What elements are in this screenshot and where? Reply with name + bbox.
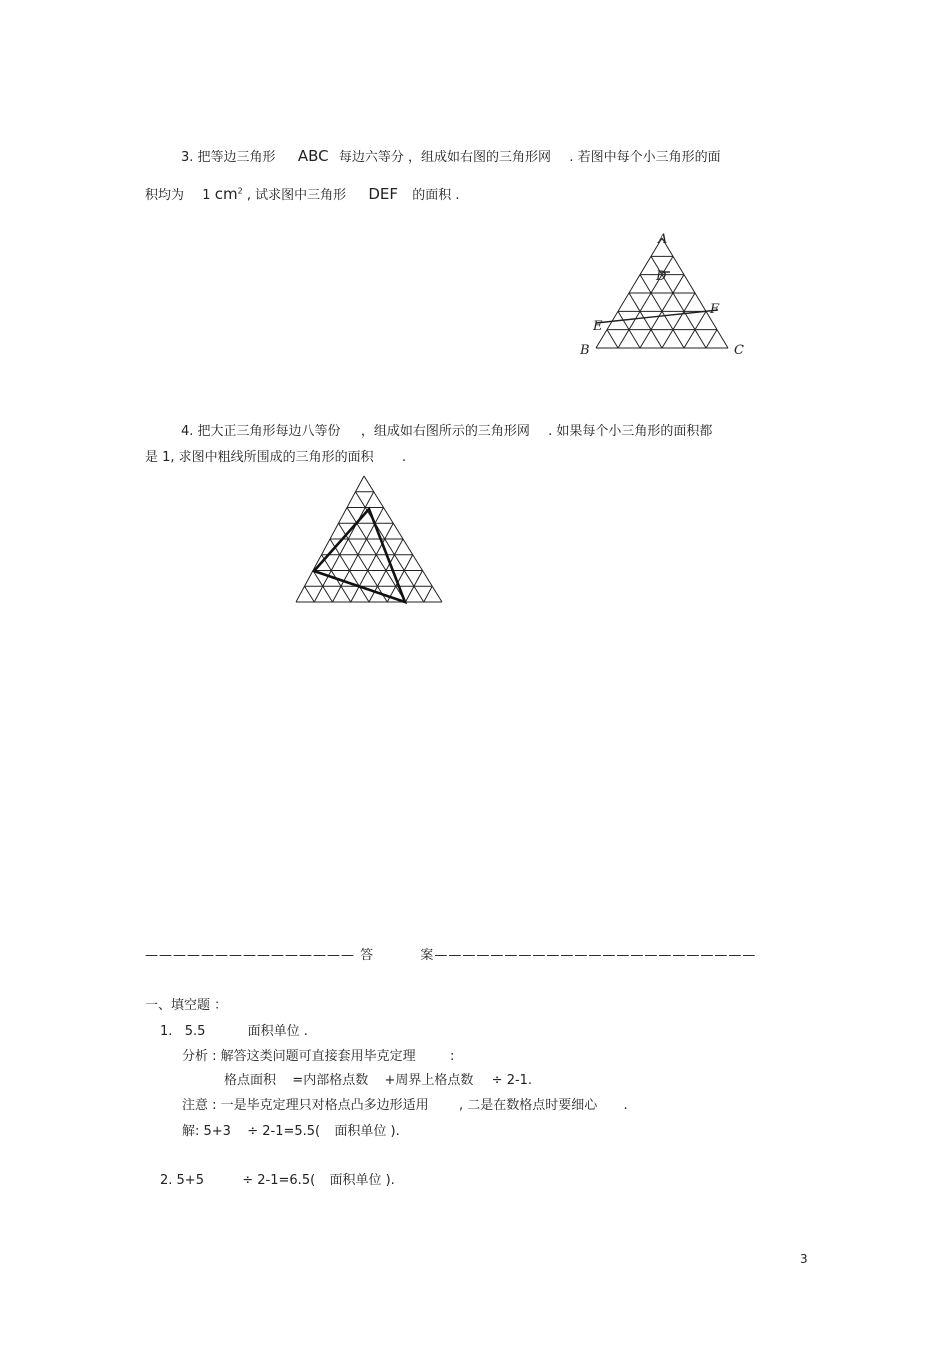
answer-unit: 面积单位 .: [247, 1024, 308, 1039]
problem4-text: ，组成如右图所示的三角形网: [360, 424, 530, 439]
formula-part: 格点面积: [224, 1073, 277, 1088]
grid-line: [706, 330, 717, 348]
vertex-label-d: D: [656, 269, 667, 284]
note-text: , 二是在数格点时要细心: [458, 1098, 598, 1113]
grid-line: [424, 586, 433, 602]
area-value: 1: [202, 188, 211, 203]
answer-1-note: [182, 1094, 628, 1113]
answer-number: 1.: [160, 1024, 173, 1039]
answer-1-formula: [224, 1069, 532, 1088]
answer-2-part: 2. 5+5: [160, 1173, 204, 1188]
area-unit: cm: [214, 185, 238, 203]
solution-part: ÷ 2-1=5.5(: [247, 1124, 321, 1139]
vertex-label-b: B: [580, 343, 590, 358]
grid-line: [305, 586, 315, 602]
triangle-abc-label: ABC: [297, 147, 329, 165]
analysis-text: 分析 : 解答这类问题可直接套用毕克定理: [182, 1049, 416, 1064]
grid-line: [356, 492, 424, 602]
formula-part: =内部格点数: [292, 1073, 369, 1088]
triangle-grid-figure-6: [578, 228, 758, 363]
vertex-label-a: A: [658, 232, 668, 247]
problem4-line2: [145, 446, 406, 465]
problem3-text: ，组成如右图的三角形网: [408, 150, 552, 165]
answer-divider: [145, 944, 756, 963]
solution-part: 面积单位 ).: [334, 1124, 400, 1139]
note-text: 注意 : 一是毕克定理只对格点凸多边形适用: [182, 1098, 429, 1113]
problem3-text: 每边六等分: [338, 150, 404, 165]
problem4-text: 4. 把大正三角形每边八等份: [181, 424, 341, 439]
grid-line: [314, 492, 374, 602]
problem3-line1: [181, 146, 721, 165]
problem4-line1: [181, 420, 712, 439]
divider-left: ——————————————— 答: [145, 948, 375, 963]
problem3-line2: [145, 184, 460, 203]
divider-right: 案———————————————————————: [420, 948, 757, 963]
answer-1-line: [160, 1020, 308, 1039]
formula-part: ÷ 2-1.: [491, 1073, 533, 1088]
problem3-text: 3. 把等边三角形: [181, 150, 276, 165]
grid-line: [607, 330, 618, 348]
problem4-text: 是 1, 求图中粗线所围成的三角形的面积: [145, 450, 374, 465]
answer-1-analysis: [182, 1045, 454, 1064]
vertex-label-e: E: [593, 319, 603, 334]
analysis-colon: :: [449, 1049, 455, 1064]
answer-2-line: [160, 1169, 395, 1188]
vertex-label-f: F: [710, 302, 720, 317]
problem3-text: 的面积 .: [412, 188, 460, 203]
triangle-grid-lines: [596, 238, 728, 348]
unit-exponent: 2: [237, 186, 243, 196]
problem3-text: , 试求图中三角形: [246, 188, 347, 203]
solution-part: 解: 5+3: [182, 1124, 231, 1139]
formula-part: +周界上格点数: [384, 1073, 474, 1088]
answers-section-heading: 一、填空题 ：: [145, 998, 228, 1013]
problem3-text: . 若图中每个小三角形的面: [569, 150, 721, 165]
triangle-def-label: DEF: [368, 185, 399, 203]
page-number: 3: [800, 1252, 808, 1266]
answer-1-solution: [182, 1120, 400, 1139]
problem4-text: .: [401, 450, 407, 465]
vertex-label-c: C: [734, 343, 744, 358]
answer-2-part: 面积单位 ).: [329, 1173, 395, 1188]
note-text: .: [623, 1098, 628, 1113]
triangle-grid-figure-8: [290, 472, 450, 608]
answer-value: 5.5: [184, 1024, 206, 1039]
answer-2-part: ÷ 2-1=6.5(: [242, 1173, 316, 1188]
triangle-grid-lines: [296, 476, 442, 602]
problem4-text: . 如果每个小三角形的面积都: [548, 424, 713, 439]
problem3-text: 积均为: [145, 188, 185, 203]
